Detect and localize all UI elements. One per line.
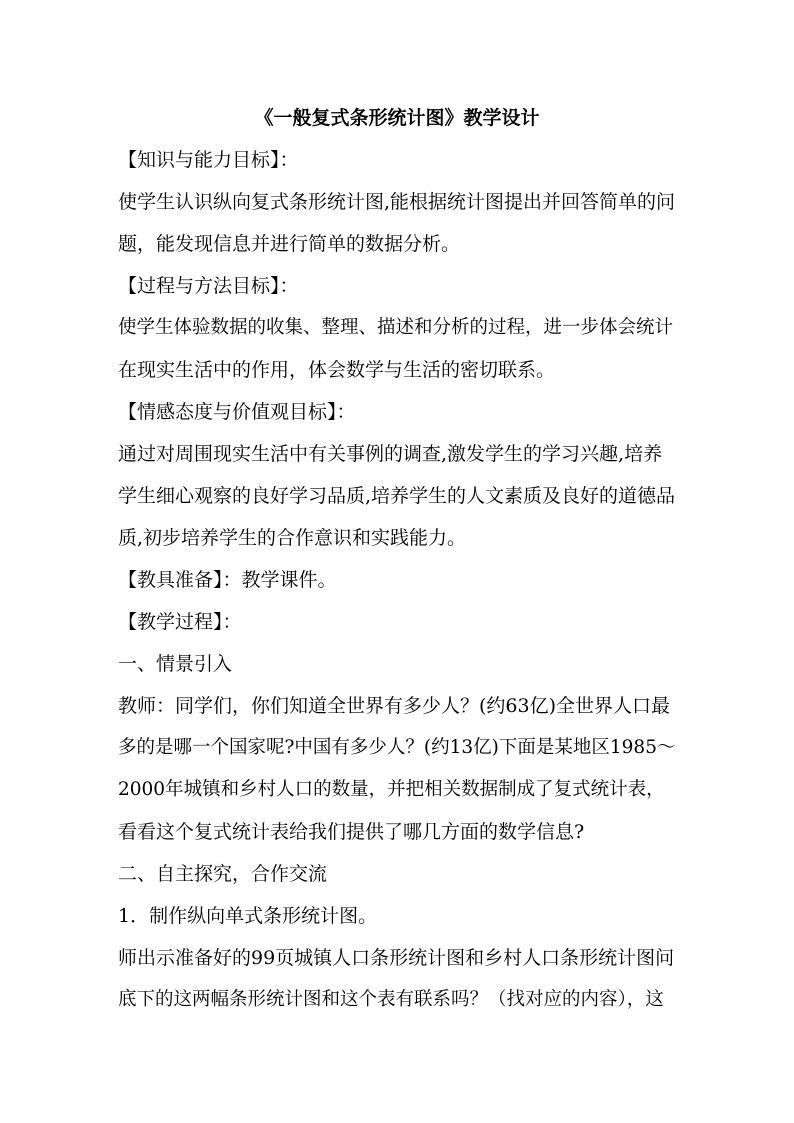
section-heading-independent-exploration: 二、自主探究，合作交流 [118, 863, 328, 885]
subheading-make-bar-chart: 1．制作纵向单式条形统计图。 [118, 905, 378, 927]
paragraph-line: 师出示准备好的99页城镇人口条形统计图和乡村人口条形统计图问 [118, 947, 675, 969]
document-title: 《一般复式条形统计图》教学设计 [254, 107, 540, 129]
paragraph-line: 使学生体验数据的收集、整理、描述和分析的过程，进一步体会统计 [118, 317, 674, 338]
paragraph-line: 多的是哪一个国家呢?中国有多少人？(约13亿)下面是某地区1985～ [118, 737, 676, 758]
heading-teaching-aids: 【教具准备】：教学课件。 [118, 569, 337, 591]
paragraph-line: 2000年城镇和乡村人口的数量，并把相关数据制成了复式统计表， [118, 779, 665, 800]
paragraph-line: 看看这个复式统计表给我们提供了哪几方面的数学信息? [118, 821, 585, 843]
paragraph-line: 在现实生活中的作用，体会数学与生活的密切联系。 [118, 359, 556, 381]
section-heading-scenario-intro: 一、情景引入 [118, 653, 233, 675]
paragraph-line: 学生细心观察的良好学习品质,培养学生的人文素质及良好的道德品 [118, 485, 676, 507]
paragraph-line: 质,初步培养学生的合作意识和实践能力。 [118, 527, 467, 549]
paragraph-line: 教师：同学们，你们知道全世界有多少人？(约63亿)全世界人口最 [118, 695, 671, 717]
paragraph-line: 使学生认识纵向复式条形统计图,能根据统计图提出并回答简单的问 [118, 191, 676, 213]
heading-emotion-value-goals: 【情感态度与价值观目标】： [118, 401, 356, 423]
paragraph-line: 题，能发现信息并进行简单的数据分析。 [118, 233, 461, 255]
heading-teaching-process: 【教学过程】： [118, 611, 242, 633]
heading-knowledge-ability-goals: 【知识与能力目标】： [118, 149, 299, 171]
paragraph-line: 底下的这两幅条形统计图和这个表有联系吗？（找对应的内容），这 [118, 989, 664, 1010]
paragraph-line: 通过对周围现实生活中有关事例的调查,激发学生的学习兴趣,培养 [118, 443, 663, 465]
heading-process-method-goals: 【过程与方法目标】： [118, 275, 299, 297]
